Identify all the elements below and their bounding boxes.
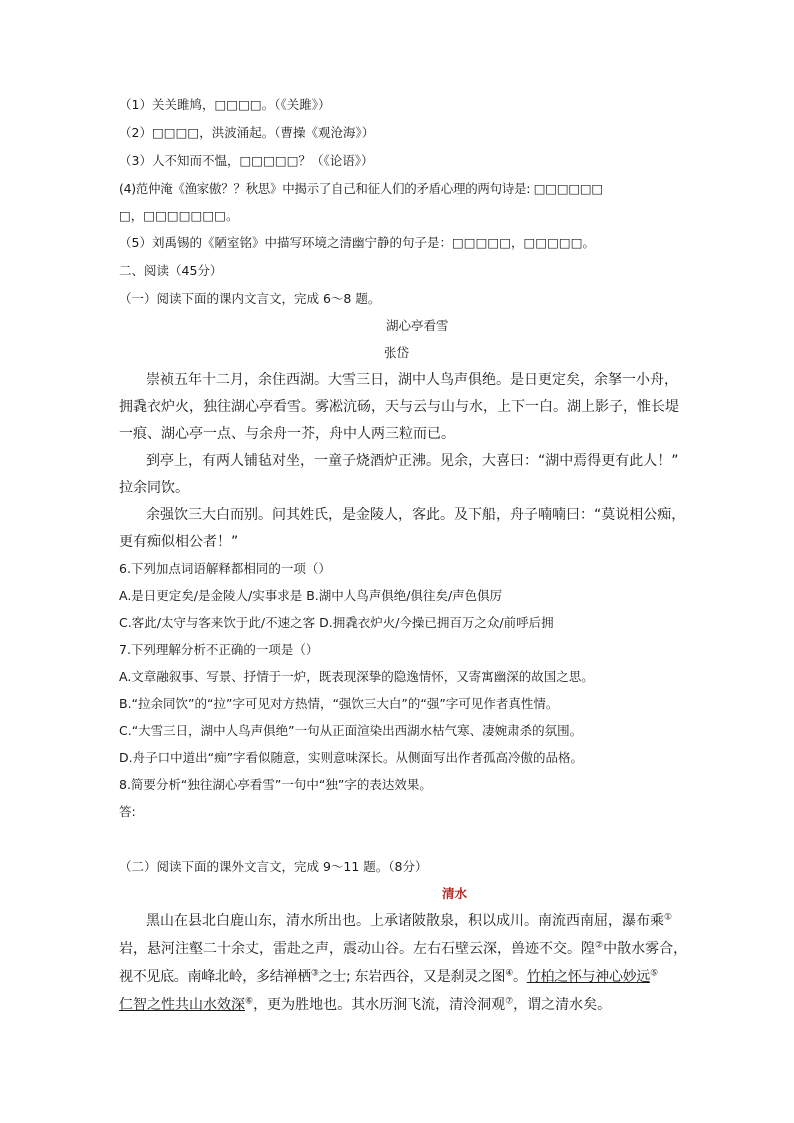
fill-blank-3: （3）人不知而不愠，□□□□□？（《论语》） xyxy=(119,153,374,168)
passage1-line: 到亭上，有两人铺毡对坐，一童子烧酒炉正沸。见余，大喜曰：“湖中焉得更有此人！” xyxy=(146,453,679,469)
question-6-options-ab: A.是日更定矣/是金陵人/实事求是 B.湖中人鸟声俱绝/俱往矣/声色俱厉 xyxy=(119,588,503,603)
question-7-option-b: B.“拉余同饮”的“拉”字可见对方热情，“强饮三大白”的“强”字可见作者真性情。 xyxy=(119,696,559,711)
fill-blank-1: （1）关关雎鸠，□□□□。（《关雎》） xyxy=(119,97,331,112)
question-7-option-c: C.“大雪三日，湖中人鸟声俱绝”一句从正面渲染出西湖水枯气寒、凄婉肃杀的氛围。 xyxy=(119,723,583,738)
passage1-line: 更有痴似相公者！” xyxy=(119,534,239,550)
fill-blank-2: （2）□□□□，洪波涌起。（曹操《观沧海》） xyxy=(119,125,375,140)
answer-label: 答: xyxy=(119,804,136,819)
question-6-options-cd: C.客此/太守与客来饮于此/不速之客 D.拥毳衣炉火/今操已拥百万之众/前呼后拥 xyxy=(119,615,554,630)
underlined-phrase: 仁智之性共山水效深 xyxy=(119,997,245,1013)
passage1-author: 张岱 xyxy=(384,345,410,360)
passage1-line: 一痕、湖心亭一点、与余舟一芥，舟中人两三粒而已。 xyxy=(119,426,455,442)
question-6: 6.下列加点词语解释都相同的一项（） xyxy=(119,561,331,576)
passage1-line: 崇祯五年十二月，余住西湖。大雪三日，湖中人鸟声俱绝。是日更定矣，余拏一小舟， xyxy=(146,372,678,388)
part1-intro: （一）阅读下面的课内文言文，完成 6～8 题。 xyxy=(119,291,381,306)
fill-blank-5: （5）刘禹锡的《陋室铭》中描写环境之清幽宁静的句子是：□□□□□，□□□□□。 xyxy=(119,235,596,250)
question-7-option-d: D.舟子口中道出“痴”字看似随意，实则意味深长。从侧面写出作者孤高冷傲的品格。 xyxy=(119,750,584,765)
part2-intro: （二）阅读下面的课外文言文，完成 9～11 题。（8分） xyxy=(119,859,428,874)
passage2-title: 清水 xyxy=(442,886,468,901)
passage2-line-3: 视不见底。南峰北岭，多结禅栖③之士; 东岩西谷，又是刹灵之图④。竹柏之怀与神心妙远⑤ xyxy=(119,968,658,985)
question-7: 7.下列理解分析不正确的一项是（） xyxy=(119,642,319,657)
question-7-option-a: A.文章融叙事、写景、抒情于一炉，既表现深挚的隐逸情怀，又寄寓幽深的故国之思。 xyxy=(119,669,594,684)
passage1-line: 拉余同饮。 xyxy=(119,480,189,496)
fill-blank-4-cont: □，□□□□□□□。 xyxy=(119,208,239,223)
passage2-line-2: 岩，悬河注壑二十余丈，雷赴之声，震动山谷。左右石壁云深，兽迹不交。隍②中散水雾合， xyxy=(119,940,688,957)
passage2-line-4: 仁智之性共山水效深⑥，更为胜地也。其水历涧飞流，清泠洞观⑦，谓之清水矣。 xyxy=(119,996,612,1013)
passage1-line: 余强饮三大白而别。问其姓氏，是金陵人，客此。及下船，舟子喃喃曰：“莫说相公痴， xyxy=(146,507,686,523)
passage1-title: 湖心亭看雪 xyxy=(386,318,449,333)
passage1-line: 拥毳衣炉火，独往湖心亭看雪。雾凇沆砀，天与云与山与水，上下一白。湖上影子，惟长堤 xyxy=(119,399,679,415)
section-2-title: 二、阅读（45分） xyxy=(119,263,223,278)
question-8: 8.简要分析“独往湖心亭看雪”一句中“独”字的表达效果。 xyxy=(119,777,432,792)
underlined-phrase: 竹柏之怀与神心妙远 xyxy=(526,969,651,985)
fill-blank-4: (4)范仲淹《渔家傲？？秋思》中揭示了自己和征人们的矛盾心理的两句诗是: □□□□□□ xyxy=(119,181,603,196)
passage2-line-1: 黑山在县北白鹿山东，清水所出也。上承诸陂散泉，积以成川。南流西南屈，瀑布乘① xyxy=(146,912,673,929)
